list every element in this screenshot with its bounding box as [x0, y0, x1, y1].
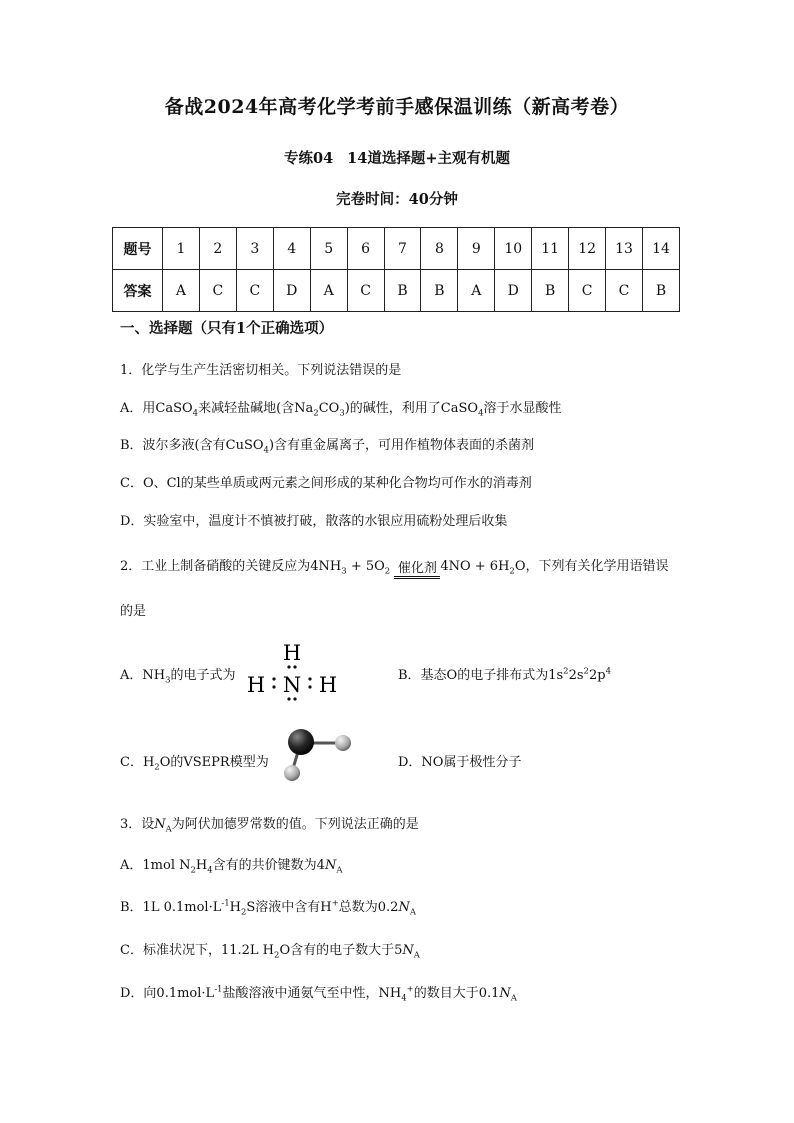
number-cell: 3 — [236, 228, 273, 270]
subtitle — [0, 147, 794, 168]
number-cell: 4 — [273, 228, 310, 270]
number-cell: 1 — [163, 228, 200, 270]
q2-option-d: D．NO属于极性分子 — [398, 755, 522, 770]
answer-cell: A — [310, 270, 347, 312]
q1-option-d: D．实验室中，温度计不慎被打破，散落的水银应用硫粉处理后收集 — [120, 514, 508, 529]
section-heading: 一、选择题（只有1个正确选项） — [120, 320, 334, 337]
lewis-n-center: N — [282, 673, 302, 697]
oxygen-atom — [288, 729, 314, 755]
q3-stem: 3．设$N_A$为阿伏加德罗常数的值。下列说法正确的是 — [120, 817, 419, 835]
subtitle-code: 专练04 — [283, 150, 334, 167]
lewis-h-top: H — [282, 641, 302, 665]
answer-table-number-row — [113, 228, 680, 270]
row-label-answer: 答案 — [113, 270, 163, 312]
q1-option-b: B．波尔多液(含有CuSO$_4$)含有重金属离子，可用作植物体表面的杀菌剂 — [120, 438, 535, 456]
q1-option-c: C．O、Cl的某些单质或两元素之间形成的某种化合物均可作水的消毒剂 — [120, 476, 532, 491]
number-cell: 9 — [458, 228, 495, 270]
answer-cell: C — [569, 270, 606, 312]
lewis-h-left: H — [246, 673, 266, 697]
time-limit: 完卷时间：40分钟 — [336, 191, 458, 208]
answer-cell: D — [495, 270, 532, 312]
q1-stem: 1．化学与生产生活密切相关。下列说法错误的是 — [120, 363, 402, 378]
hydrogen-atom — [335, 735, 351, 751]
number-cell: 8 — [421, 228, 458, 270]
answer-table-answer-row — [113, 270, 680, 312]
lewis-h-right: H — [318, 673, 338, 697]
q2-stem: 2．工业上制备硝酸的关键反应为$4NH_3 + 5O_2$ 催化剂 $4NO + 6H_2O$，下列有关化学用语错误 — [120, 555, 669, 580]
q2-stem-cont: 的是 — [120, 604, 147, 619]
q3-option-c: C．标准状况下，11.2L $H_2O$含有的电子数大于$5N_A$ — [120, 943, 420, 961]
q1-option-a: A．用CaSO$_4$来减轻盐碱地(含$Na_2CO_3$)的碱性，利用了CaSO$_4$溶于水显酸性 — [120, 401, 562, 419]
answer-cell: D — [273, 270, 310, 312]
q2-option-c: C．$H_2O$的VSEPR模型为 — [120, 755, 269, 773]
answer-table — [112, 227, 680, 312]
row-label-number: 题号 — [113, 228, 163, 270]
number-cell: 13 — [606, 228, 643, 270]
number-cell: 11 — [532, 228, 569, 270]
subtitle-desc: 14道选择题+主观有机题 — [347, 150, 510, 167]
answer-cell: C — [606, 270, 643, 312]
answer-cell: B — [532, 270, 569, 312]
answer-cell: B — [421, 270, 458, 312]
number-cell: 5 — [310, 228, 347, 270]
answer-cell: B — [642, 270, 679, 312]
answer-cell: C — [236, 270, 273, 312]
water-vsepr-model — [278, 725, 358, 787]
q2-option-a: A．$NH_3$的电子式为 — [120, 668, 236, 686]
q3-option-b: B．1L $0.1mol\cdot L^{-1}H_2S$溶液中含有H+总数为$0.2N_A$ — [120, 898, 416, 918]
nh3-lewis-structure — [246, 640, 338, 702]
hydrogen-atom — [284, 765, 300, 781]
number-cell: 7 — [384, 228, 421, 270]
answer-cell: A — [163, 270, 200, 312]
number-cell: 6 — [347, 228, 384, 270]
q3-option-a: A．1mol $N_2H_4$含有的共价键数为$4N_A$ — [120, 858, 343, 876]
number-cell: 14 — [642, 228, 679, 270]
reaction-equation: $4NH_3 + 5O_2$ — [310, 559, 391, 577]
answer-cell: A — [458, 270, 495, 312]
answer-cell: C — [347, 270, 384, 312]
answer-cell: C — [199, 270, 236, 312]
number-cell: 10 — [495, 228, 532, 270]
catalyst-arrow: 催化剂 — [394, 562, 440, 580]
number-cell: 12 — [569, 228, 606, 270]
q3-option-d: D．向$0.1mol\cdot L^{-1}$盐酸溶液中通氨气至中性，$NH_4^+$的数目大于$0.1N_A$ — [120, 984, 517, 1004]
answer-cell: B — [384, 270, 421, 312]
page-title: 备战2024年高考化学考前手感保温训练（新高考卷） — [164, 96, 630, 118]
q2-option-b: B．基态O的电子排布式为$1s^22s^22p^4$ — [398, 666, 611, 683]
electron-configuration: $1s^22s^22p^4$ — [548, 666, 611, 683]
number-cell: 2 — [199, 228, 236, 270]
